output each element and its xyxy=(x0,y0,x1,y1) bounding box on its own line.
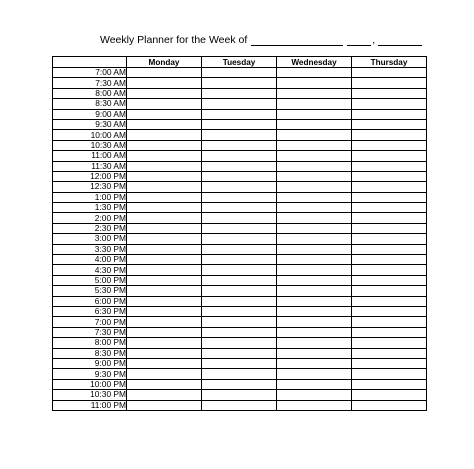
slot-cell-monday[interactable] xyxy=(127,140,202,150)
time-slot-row xyxy=(53,203,427,213)
time-label: 12:00 PM xyxy=(53,171,127,181)
time-slot-row xyxy=(53,390,427,400)
slot-cell-monday[interactable] xyxy=(127,119,202,129)
slot-cell-tuesday[interactable] xyxy=(202,119,277,129)
slot-cell-wednesday[interactable] xyxy=(277,390,352,400)
slot-cell-monday[interactable] xyxy=(127,348,202,358)
slot-cell-thursday[interactable] xyxy=(352,119,427,129)
time-label: 10:00 AM xyxy=(53,130,127,140)
time-slot-row xyxy=(53,379,427,389)
slot-cell-monday[interactable] xyxy=(127,296,202,306)
slot-cell-thursday[interactable] xyxy=(352,286,427,296)
slot-cell-thursday[interactable] xyxy=(352,171,427,181)
slot-cell-wednesday[interactable] xyxy=(277,88,352,98)
time-label: 6:00 PM xyxy=(53,296,127,306)
time-label: 11:00 AM xyxy=(53,151,127,161)
slot-cell-wednesday[interactable] xyxy=(277,192,352,202)
slot-cell-thursday[interactable] xyxy=(352,78,427,88)
slot-cell-tuesday[interactable] xyxy=(202,244,277,254)
time-label: 11:30 AM xyxy=(53,161,127,171)
day-header-wednesday: Wednesday xyxy=(277,57,352,68)
slot-cell-wednesday[interactable] xyxy=(277,182,352,192)
slot-cell-thursday[interactable] xyxy=(352,244,427,254)
slot-cell-tuesday[interactable] xyxy=(202,379,277,389)
slot-cell-thursday[interactable] xyxy=(352,379,427,389)
slot-cell-wednesday[interactable] xyxy=(277,244,352,254)
time-slot-row xyxy=(53,275,427,285)
time-slot-row xyxy=(53,171,427,181)
slot-cell-tuesday[interactable] xyxy=(202,203,277,213)
time-slot-row xyxy=(53,265,427,275)
slot-cell-tuesday[interactable] xyxy=(202,68,277,78)
slot-cell-wednesday[interactable] xyxy=(277,109,352,119)
slot-cell-thursday[interactable] xyxy=(352,203,427,213)
slot-cell-tuesday[interactable] xyxy=(202,151,277,161)
slot-cell-tuesday[interactable] xyxy=(202,130,277,140)
week-day-blank[interactable] xyxy=(347,35,371,46)
slot-cell-wednesday[interactable] xyxy=(277,130,352,140)
slot-cell-thursday[interactable] xyxy=(352,130,427,140)
slot-cell-monday[interactable] xyxy=(127,203,202,213)
day-header-tuesday: Tuesday xyxy=(202,57,277,68)
slot-cell-monday[interactable] xyxy=(127,275,202,285)
slot-cell-wednesday[interactable] xyxy=(277,68,352,78)
time-label: 1:30 PM xyxy=(53,203,127,213)
time-slot-row xyxy=(53,327,427,337)
header-row xyxy=(53,57,427,68)
slot-cell-wednesday[interactable] xyxy=(277,369,352,379)
time-label: 2:30 PM xyxy=(53,223,127,233)
time-label: 3:30 PM xyxy=(53,244,127,254)
slot-cell-wednesday[interactable] xyxy=(277,161,352,171)
time-slot-row xyxy=(53,358,427,368)
slot-cell-tuesday[interactable] xyxy=(202,327,277,337)
slot-cell-thursday[interactable] xyxy=(352,213,427,223)
slot-cell-tuesday[interactable] xyxy=(202,275,277,285)
slot-cell-wednesday[interactable] xyxy=(277,348,352,358)
slot-cell-wednesday[interactable] xyxy=(277,286,352,296)
time-label: 12:30 PM xyxy=(53,182,127,192)
time-slot-row xyxy=(53,119,427,129)
slot-cell-wednesday[interactable] xyxy=(277,99,352,109)
slot-cell-monday[interactable] xyxy=(127,369,202,379)
time-slot-row xyxy=(53,338,427,348)
time-slot-row xyxy=(53,223,427,233)
time-slot-row xyxy=(53,296,427,306)
slot-cell-thursday[interactable] xyxy=(352,151,427,161)
slot-cell-tuesday[interactable] xyxy=(202,99,277,109)
slot-cell-tuesday[interactable] xyxy=(202,213,277,223)
slot-cell-tuesday[interactable] xyxy=(202,400,277,410)
slot-cell-monday[interactable] xyxy=(127,358,202,368)
time-label: 8:00 PM xyxy=(53,338,127,348)
slot-cell-wednesday[interactable] xyxy=(277,213,352,223)
slot-cell-wednesday[interactable] xyxy=(277,358,352,368)
slot-cell-wednesday[interactable] xyxy=(277,223,352,233)
slot-cell-thursday[interactable] xyxy=(352,140,427,150)
slot-cell-wednesday[interactable] xyxy=(277,234,352,244)
slot-cell-monday[interactable] xyxy=(127,192,202,202)
slot-cell-tuesday[interactable] xyxy=(202,109,277,119)
slot-cell-monday[interactable] xyxy=(127,286,202,296)
time-slot-row xyxy=(53,88,427,98)
slot-cell-thursday[interactable] xyxy=(352,88,427,98)
slot-cell-monday[interactable] xyxy=(127,223,202,233)
slot-cell-monday[interactable] xyxy=(127,390,202,400)
slot-cell-monday[interactable] xyxy=(127,255,202,265)
time-label: 10:30 AM xyxy=(53,140,127,150)
slot-cell-wednesday[interactable] xyxy=(277,400,352,410)
planner-title: Weekly Planner for the Week of xyxy=(100,34,248,46)
week-year-blank[interactable] xyxy=(378,35,422,46)
slot-cell-monday[interactable] xyxy=(127,234,202,244)
time-label: 10:00 PM xyxy=(53,379,127,389)
time-label: 2:00 PM xyxy=(53,213,127,223)
slot-cell-thursday[interactable] xyxy=(352,296,427,306)
time-slot-row xyxy=(53,182,427,192)
slot-cell-thursday[interactable] xyxy=(352,161,427,171)
slot-cell-tuesday[interactable] xyxy=(202,182,277,192)
slot-cell-monday[interactable] xyxy=(127,265,202,275)
time-slot-row xyxy=(53,161,427,171)
time-label: 11:00 PM xyxy=(53,400,127,410)
slot-cell-thursday[interactable] xyxy=(352,234,427,244)
time-slot-row xyxy=(53,400,427,410)
slot-cell-tuesday[interactable] xyxy=(202,338,277,348)
time-label: 7:30 AM xyxy=(53,78,127,88)
slot-cell-monday[interactable] xyxy=(127,78,202,88)
slot-cell-monday[interactable] xyxy=(127,109,202,119)
slot-cell-monday[interactable] xyxy=(127,306,202,316)
slot-cell-thursday[interactable] xyxy=(352,223,427,233)
slot-cell-monday[interactable] xyxy=(127,151,202,161)
slot-cell-tuesday[interactable] xyxy=(202,286,277,296)
time-slot-row xyxy=(53,192,427,202)
slot-cell-monday[interactable] xyxy=(127,213,202,223)
time-slot-row xyxy=(53,306,427,316)
slot-cell-monday[interactable] xyxy=(127,400,202,410)
slot-cell-tuesday[interactable] xyxy=(202,369,277,379)
slot-cell-thursday[interactable] xyxy=(352,68,427,78)
time-label: 9:00 PM xyxy=(53,358,127,368)
time-slot-row xyxy=(53,68,427,78)
slot-cell-thursday[interactable] xyxy=(352,255,427,265)
time-label: 1:00 PM xyxy=(53,192,127,202)
slot-cell-tuesday[interactable] xyxy=(202,348,277,358)
slot-cell-wednesday[interactable] xyxy=(277,338,352,348)
slot-cell-tuesday[interactable] xyxy=(202,192,277,202)
slot-cell-thursday[interactable] xyxy=(352,265,427,275)
slot-cell-monday[interactable] xyxy=(127,317,202,327)
time-slot-row xyxy=(53,213,427,223)
slot-cell-monday[interactable] xyxy=(127,171,202,181)
slot-cell-monday[interactable] xyxy=(127,379,202,389)
slot-cell-thursday[interactable] xyxy=(352,306,427,316)
time-slot-row xyxy=(53,78,427,88)
slot-cell-wednesday[interactable] xyxy=(277,379,352,389)
slot-cell-tuesday[interactable] xyxy=(202,78,277,88)
time-label: 8:00 AM xyxy=(53,88,127,98)
slot-cell-wednesday[interactable] xyxy=(277,275,352,285)
time-slot-row xyxy=(53,99,427,109)
slot-cell-thursday[interactable] xyxy=(352,182,427,192)
time-label: 9:00 AM xyxy=(53,109,127,119)
time-label: 6:30 PM xyxy=(53,306,127,316)
slot-cell-monday[interactable] xyxy=(127,244,202,254)
time-slot-row xyxy=(53,286,427,296)
time-slot-row xyxy=(53,130,427,140)
time-slot-row xyxy=(53,348,427,358)
time-slot-row xyxy=(53,140,427,150)
time-label: 7:30 PM xyxy=(53,327,127,337)
slot-cell-wednesday[interactable] xyxy=(277,296,352,306)
time-label: 8:30 PM xyxy=(53,348,127,358)
day-header-thursday: Thursday xyxy=(352,57,427,68)
slot-cell-tuesday[interactable] xyxy=(202,296,277,306)
day-header-monday: Monday xyxy=(127,57,202,68)
slot-cell-monday[interactable] xyxy=(127,338,202,348)
slot-cell-tuesday[interactable] xyxy=(202,358,277,368)
slot-cell-monday[interactable] xyxy=(127,88,202,98)
slot-cell-monday[interactable] xyxy=(127,327,202,337)
slot-cell-wednesday[interactable] xyxy=(277,78,352,88)
time-slot-row xyxy=(53,255,427,265)
slot-cell-tuesday[interactable] xyxy=(202,255,277,265)
slot-cell-thursday[interactable] xyxy=(352,109,427,119)
slot-cell-wednesday[interactable] xyxy=(277,327,352,337)
slot-cell-thursday[interactable] xyxy=(352,400,427,410)
time-label: 7:00 PM xyxy=(53,317,127,327)
slot-cell-thursday[interactable] xyxy=(352,317,427,327)
slot-cell-wednesday[interactable] xyxy=(277,255,352,265)
time-label: 4:30 PM xyxy=(53,265,127,275)
slot-cell-wednesday[interactable] xyxy=(277,140,352,150)
slot-cell-tuesday[interactable] xyxy=(202,140,277,150)
slot-cell-thursday[interactable] xyxy=(352,327,427,337)
slot-cell-monday[interactable] xyxy=(127,99,202,109)
slot-cell-thursday[interactable] xyxy=(352,275,427,285)
slot-cell-tuesday[interactable] xyxy=(202,171,277,181)
slot-cell-monday[interactable] xyxy=(127,68,202,78)
time-label: 4:00 PM xyxy=(53,255,127,265)
slot-cell-monday[interactable] xyxy=(127,161,202,171)
slot-cell-tuesday[interactable] xyxy=(202,223,277,233)
slot-cell-tuesday[interactable] xyxy=(202,390,277,400)
week-month-blank[interactable] xyxy=(251,35,343,46)
time-slot-row xyxy=(53,234,427,244)
planner-title-row xyxy=(100,32,422,46)
slot-cell-monday[interactable] xyxy=(127,182,202,192)
time-label: 5:00 PM xyxy=(53,275,127,285)
time-column-header xyxy=(53,57,127,68)
slot-cell-thursday[interactable] xyxy=(352,99,427,109)
slot-cell-thursday[interactable] xyxy=(352,369,427,379)
slot-cell-wednesday[interactable] xyxy=(277,203,352,213)
slot-cell-wednesday[interactable] xyxy=(277,306,352,316)
slot-cell-tuesday[interactable] xyxy=(202,234,277,244)
slot-cell-wednesday[interactable] xyxy=(277,119,352,129)
slot-cell-tuesday[interactable] xyxy=(202,161,277,171)
time-label: 3:00 PM xyxy=(53,234,127,244)
slot-cell-thursday[interactable] xyxy=(352,338,427,348)
slot-cell-thursday[interactable] xyxy=(352,358,427,368)
slot-cell-thursday[interactable] xyxy=(352,348,427,358)
slot-cell-tuesday[interactable] xyxy=(202,265,277,275)
time-label: 5:30 PM xyxy=(53,286,127,296)
slot-cell-wednesday[interactable] xyxy=(277,171,352,181)
time-slot-row xyxy=(53,317,427,327)
time-slot-row xyxy=(53,109,427,119)
time-label: 9:30 AM xyxy=(53,119,127,129)
time-slot-row xyxy=(53,244,427,254)
slot-cell-wednesday[interactable] xyxy=(277,317,352,327)
slot-cell-tuesday[interactable] xyxy=(202,306,277,316)
time-label: 7:00 AM xyxy=(53,68,127,78)
planner-table xyxy=(52,56,427,411)
time-label: 8:30 AM xyxy=(53,99,127,109)
slot-cell-monday[interactable] xyxy=(127,130,202,140)
slot-cell-wednesday[interactable] xyxy=(277,265,352,275)
slot-cell-tuesday[interactable] xyxy=(202,317,277,327)
time-label: 10:30 PM xyxy=(53,390,127,400)
planner-body xyxy=(53,68,427,411)
slot-cell-thursday[interactable] xyxy=(352,192,427,202)
slot-cell-tuesday[interactable] xyxy=(202,88,277,98)
date-separator: , xyxy=(372,34,376,46)
time-label: 9:30 PM xyxy=(53,369,127,379)
slot-cell-thursday[interactable] xyxy=(352,390,427,400)
time-slot-row xyxy=(53,369,427,379)
slot-cell-wednesday[interactable] xyxy=(277,151,352,161)
time-slot-row xyxy=(53,151,427,161)
